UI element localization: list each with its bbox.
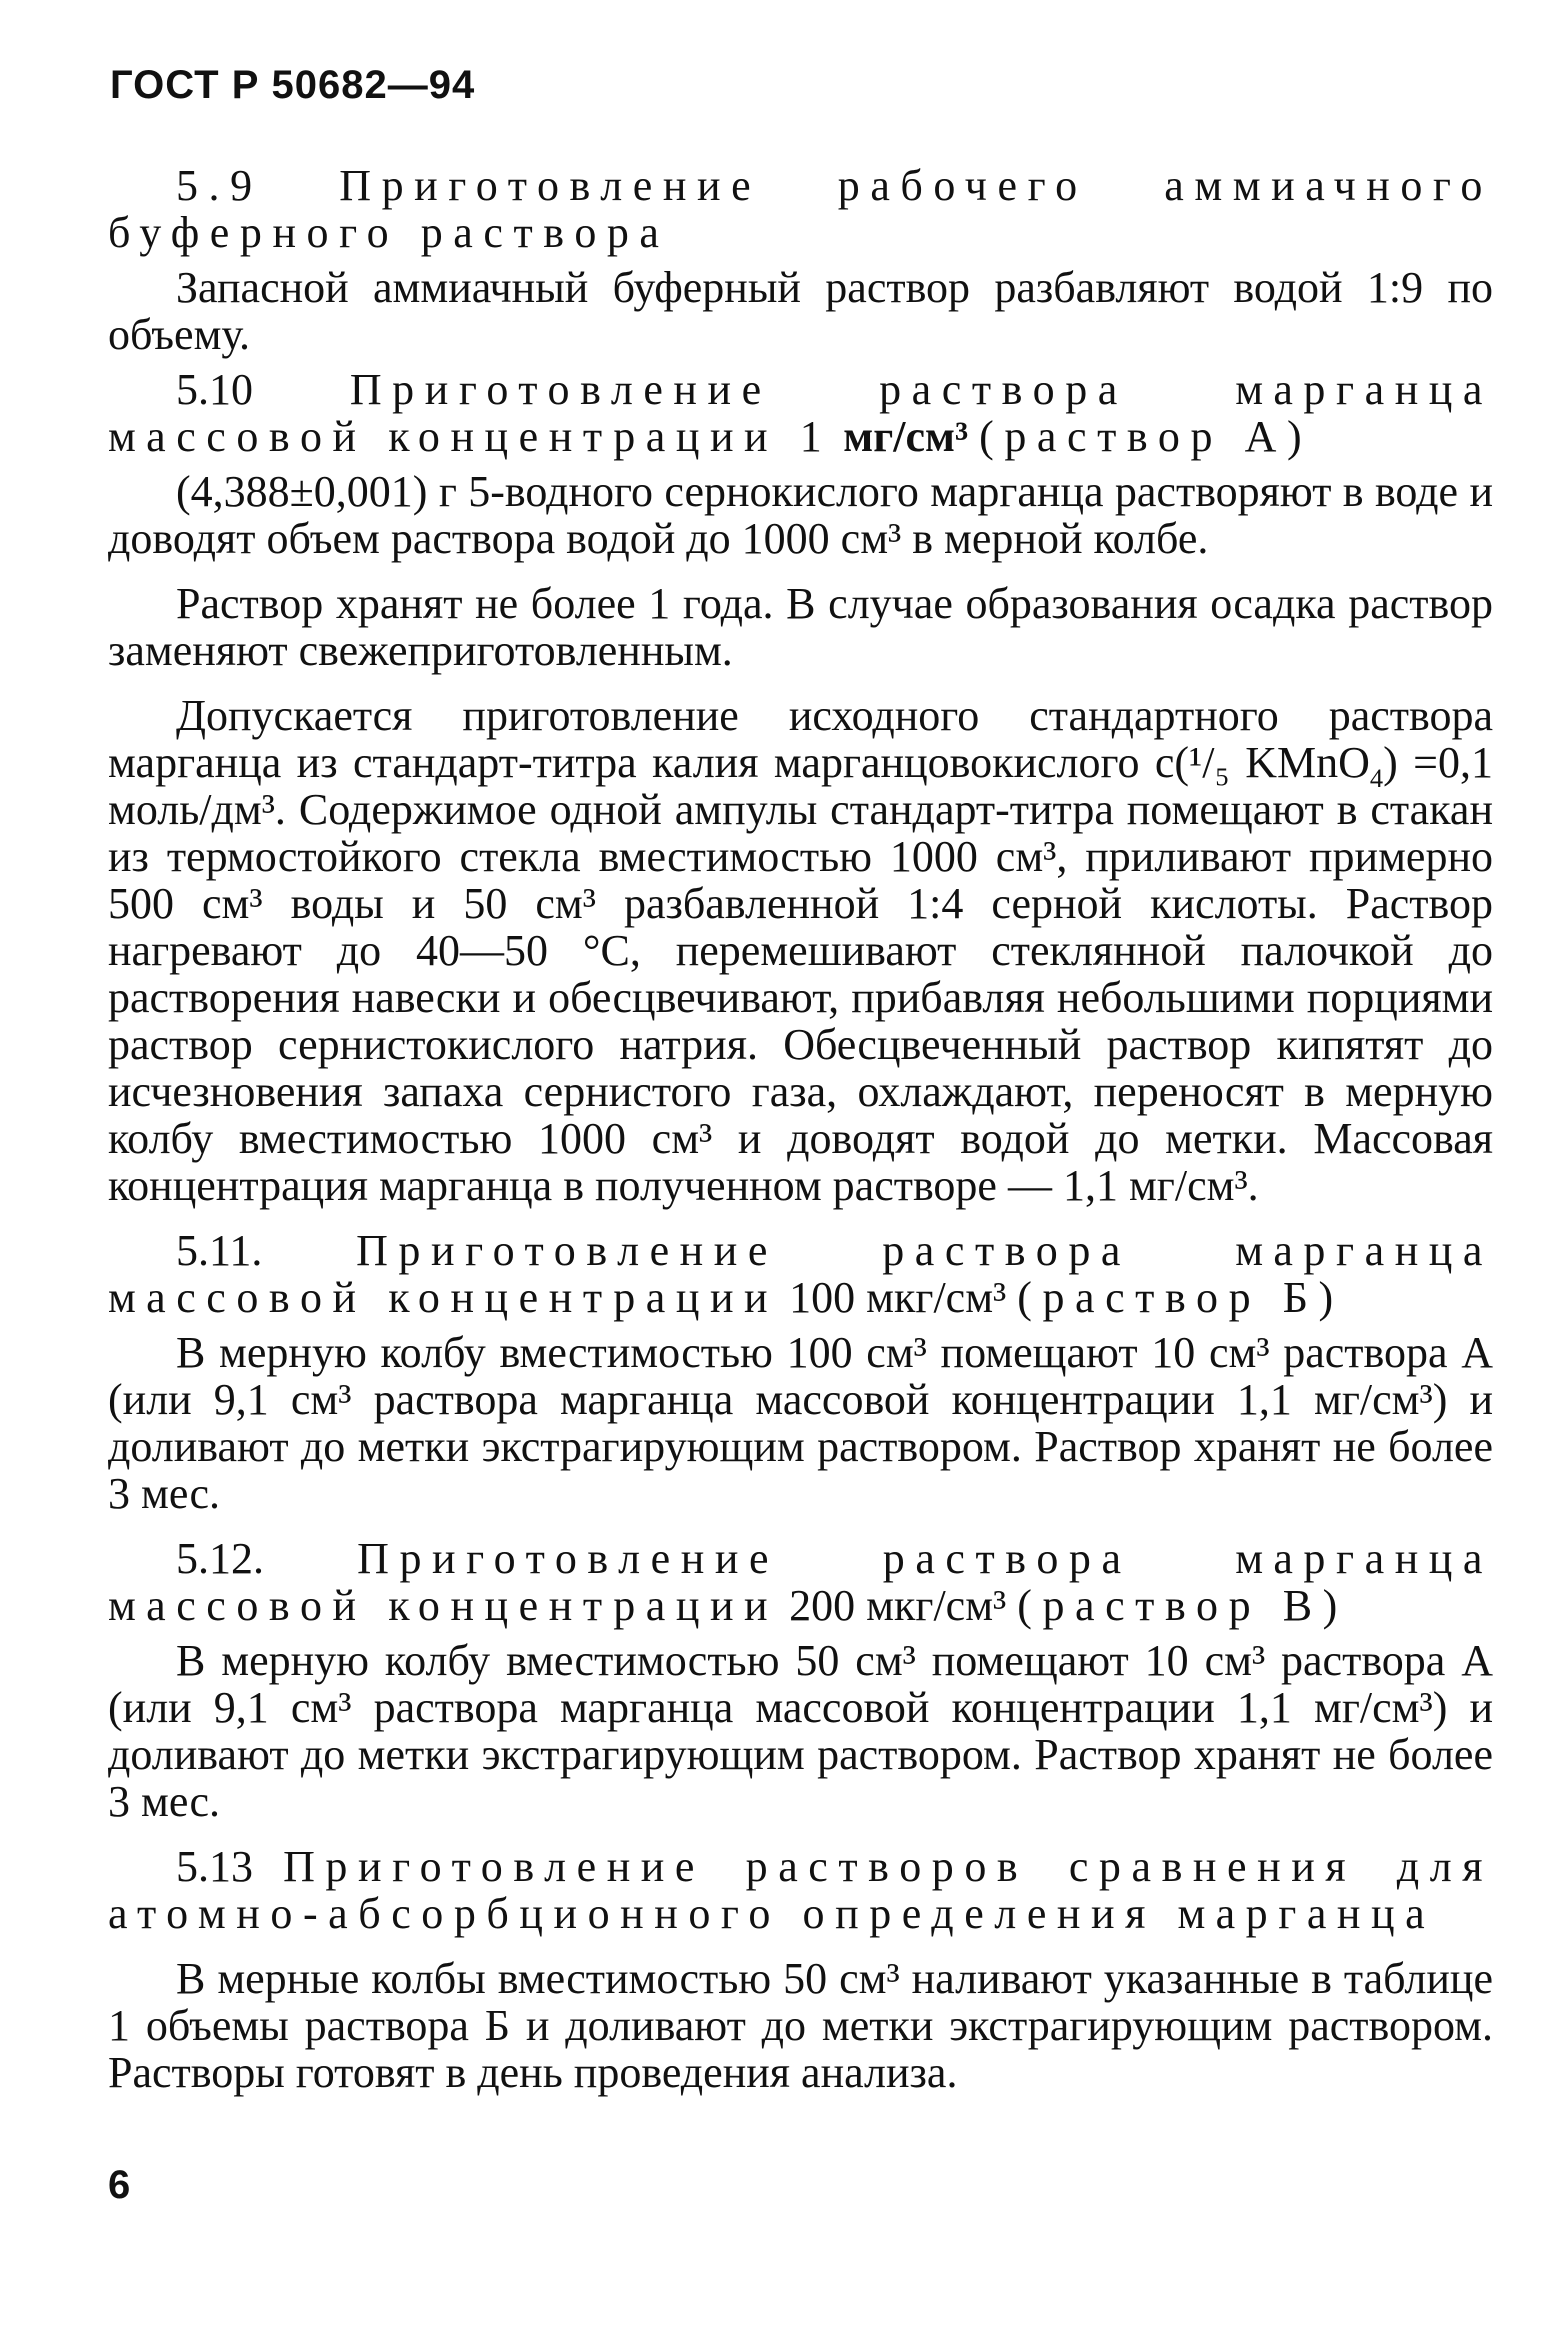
section-5-13-paragraph: В мерные колбы вместимостью 50 см³ наливают указанные в таблице 1 объемы раствора Б и доливают до метки экстрагирующим раствором. Растворы готовят в день проведения анализа. (108, 1954, 1493, 2097)
section-5-10-paragraph-2: Раствор хранят не более 1 года. В случае образования осадка раствор заменяют свежеприготовленным. (108, 579, 1493, 675)
section-5-12-value: 200 мкг/см³ (789, 1581, 1007, 1630)
formula-subscript: 4 (1369, 762, 1384, 793)
section-5-12-solution-label: (раствор В) (1017, 1581, 1348, 1630)
fraction: ¹/₅ (1189, 738, 1230, 787)
document-body (108, 162, 1493, 2104)
section-5-11-paragraph: В мерную колбу вместимостью 100 см³ помещают 10 см³ раствора А (или 9,1 см³ раствора марганца массовой концентрации 1,1 мг/см³) и доливают до метки экстрагирующим раствором. Раствор хранят не более 3 мес. (108, 1328, 1493, 1518)
section-5-13-number: 5.13 (176, 1842, 253, 1891)
section-5-10-paragraph-3 (108, 692, 1493, 1209)
section-5-11-title: Приготовление раствора марганца массовой концентрации (108, 1226, 1493, 1322)
section-5-10-solution-label: (раствор А) (979, 412, 1313, 461)
page-number: 6 (108, 2163, 131, 2207)
formula-kmno: KMnO (1229, 738, 1370, 787)
section-5-10-title: Приготовление раствора марганца массовой концентрации 1 (108, 365, 1493, 461)
section-5-11-value: 100 мкг/см³ (789, 1273, 1007, 1322)
section-5-12-paragraph: В мерную колбу вместимостью 50 см³ помещают 10 см³ раствора А (или 9,1 см³ раствора марганца массовой концентрации 1,1 мг/см³) и доливают до метки экстрагирующим раствором. Раствор хранят не более 3 мес. (108, 1636, 1493, 1826)
paragraph-3-text-b: ) =0,1 моль/дм³. Содержимое одной ампулы стандарт-титра помещают в стакан из термостойкого стекла вместимостью 1000 см³, приливают примерно 500 см³ воды и 50 см³ разбавленной 1:4 серной кислоты. Раствор нагревают до 40—50 °С, перемешивают стеклянной палочкой до растворения навески и обесцвечивают, прибавляя небольшими порциями раствор сернистокислого натрия. Обесцвеченный раствор кипятят до исчезновения запаха сернистого газа, охлаждают, переносят в мерную колбу вместимостью 1000 см³ и доводят водой до метки. Массовая концентрация марганца в полученном растворе — 1,1 мг/см³. (108, 738, 1493, 1210)
section-5-12-number: 5.12. (176, 1534, 264, 1583)
section-5-13-title: Приготовление растворов сравнения для атомно-абсорбционного определения марганца (108, 1842, 1494, 1938)
section-5-11-solution-label: (раствор Б) (1017, 1273, 1344, 1322)
section-5-11-number: 5.11. (176, 1226, 263, 1275)
section-5-11-heading (108, 1227, 1493, 1321)
section-5-10-number: 5.10 (176, 365, 253, 414)
paragraph-3-text-a: Допускается приготовление исходного стандартного раствора марганца из стандарт-титра калия марганцовокислого c( (108, 691, 1493, 787)
section-5-10-heading (108, 366, 1493, 460)
section-5-10-unit: мг/см³ (843, 412, 969, 461)
section-5-12-heading (108, 1535, 1493, 1629)
document-code: ГОСТ Р 50682—94 (110, 63, 476, 107)
section-5-13-heading (108, 1843, 1493, 1937)
section-5-9-heading: 5.9 Приготовление рабочего аммиачного буферного раствора (108, 161, 1493, 257)
section-5-12-title: Приготовление раствора марганца массовой концентрации (108, 1534, 1493, 1630)
section-5-10-paragraph-1: (4,388±0,001) г 5-водного сернокислого марганца растворяют в воде и доводят объем раствора водой до 1000 см³ в мерной колбе. (108, 467, 1493, 563)
section-5-9-paragraph: Запасной аммиачный буферный раствор разбавляют водой 1:9 по объему. (108, 263, 1493, 359)
